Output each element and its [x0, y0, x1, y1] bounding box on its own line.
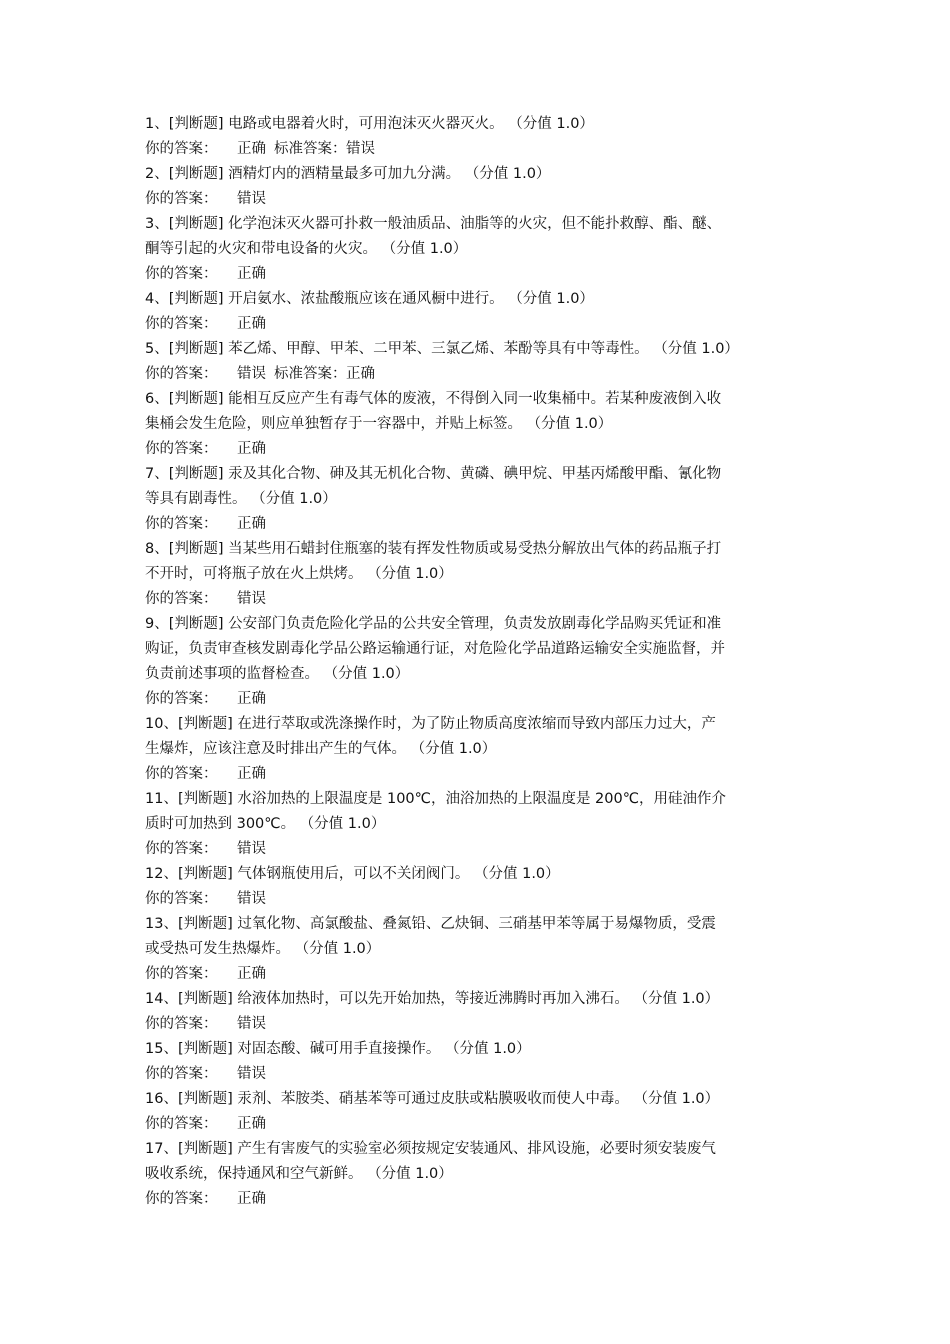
question-text-line: 5、[判断题] 苯乙烯、甲醇、甲苯、二甲苯、三氯乙烯、苯酚等具有中等毒性。 （分值 1.0） [145, 341, 739, 357]
question-text-line: 13、[判断题] 过氧化物、高氯酸盐、叠氮铅、乙炔铜、三硝基甲苯等属于易爆物质，受震 [145, 916, 716, 932]
question-text-line: 12、[判断题] 气体钢瓶使用后，可以不关闭阀门。 （分值 1.0） [145, 866, 560, 882]
question-item [145, 212, 815, 287]
your-answer-label: 你的答案： [145, 766, 218, 782]
question-item [145, 787, 815, 862]
question-item [145, 387, 815, 462]
your-answer-label: 你的答案： [145, 366, 218, 382]
answer-line [145, 837, 815, 862]
answer-line [145, 762, 815, 787]
question-text-line: 酮等引起的火灾和带电设备的火灾。 （分值 1.0） [145, 241, 468, 257]
question-text-line: 4、[判断题] 开启氨水、浓盐酸瓶应该在通风橱中进行。 （分值 1.0） [145, 291, 594, 307]
question-text-line: 或受热可发生热爆炸。 （分值 1.0） [145, 941, 381, 957]
your-answer-value: 正确 [237, 1191, 266, 1207]
standard-answer-label: 标准答案： [274, 366, 347, 382]
answer-line [145, 437, 815, 462]
question-text-line: 3、[判断题] 化学泡沫灭火器可扑救一般油质品、油脂等的火灾，但不能扑救醇、酯、醚、 [145, 216, 722, 232]
question-item [145, 912, 815, 987]
your-answer-label: 你的答案： [145, 141, 218, 157]
answer-line [145, 887, 815, 912]
question-item [145, 862, 815, 912]
question-text-line: 质时可加热到 300℃。 （分值 1.0） [145, 816, 386, 832]
your-answer-label: 你的答案： [145, 191, 218, 207]
standard-answer [274, 366, 375, 382]
your-answer-value: 正确 [237, 441, 266, 457]
your-answer-value: 正确 [237, 691, 266, 707]
your-answer-label: 你的答案： [145, 591, 218, 607]
question-item [145, 1037, 815, 1087]
question-item [145, 112, 815, 162]
question-text-line: 8、[判断题] 当某些用石蜡封住瓶塞的装有挥发性物质或易受热分解放出气体的药品瓶子打 [145, 541, 722, 557]
question-text-line: 11、[判断题] 水浴加热的上限温度是 100℃，油浴加热的上限温度是 200℃，用硅油作介 [145, 791, 727, 807]
standard-answer-label: 标准答案： [274, 141, 347, 157]
question-text-line: 不开时，可将瓶子放在火上烘烤。 （分值 1.0） [145, 566, 453, 582]
answer-line [145, 1187, 815, 1212]
your-answer-label: 你的答案： [145, 516, 218, 532]
your-answer-value: 错误 [237, 891, 266, 907]
your-answer-value: 错误 [237, 841, 266, 857]
question-text-line: 吸收系统，保持通风和空气新鲜。 （分值 1.0） [145, 1166, 453, 1182]
answer-line [145, 312, 815, 337]
your-answer-value: 错误 [237, 191, 266, 207]
question-item [145, 612, 815, 712]
question-text-line: 9、[判断题] 公安部门负责危险化学品的公共安全管理，负责发放剧毒化学品购买凭证和准 [145, 616, 722, 632]
question-text-line: 7、[判断题] 汞及其化合物、砷及其无机化合物、黄磷、碘甲烷、甲基丙烯酸甲酯、氰化物 [145, 466, 722, 482]
question-text-line: 1、[判断题] 电路或电器着火时，可用泡沫灭火器灭火。 （分值 1.0） [145, 116, 594, 132]
question-text-line: 16、[判断题] 汞剂、苯胺类、硝基苯等可通过皮肤或粘膜吸收而使人中毒。 （分值 1.0） [145, 1091, 720, 1107]
question-text-line: 15、[判断题] 对固态酸、碱可用手直接操作。 （分值 1.0） [145, 1041, 531, 1057]
question-item [145, 987, 815, 1037]
your-answer-label: 你的答案： [145, 441, 218, 457]
your-answer-label: 你的答案： [145, 266, 218, 282]
answer-line [145, 1012, 815, 1037]
answer-line [145, 187, 815, 212]
question-item [145, 162, 815, 212]
answer-line [145, 1062, 815, 1087]
question-list [145, 112, 815, 1212]
your-answer-label: 你的答案： [145, 691, 218, 707]
answer-line [145, 262, 815, 287]
question-text-line: 等具有剧毒性。 （分值 1.0） [145, 491, 337, 507]
question-text-line: 集桶会发生危险，则应单独暂存于一容器中，并贴上标签。 （分值 1.0） [145, 416, 613, 432]
answer-line [145, 137, 815, 162]
question-item [145, 287, 815, 337]
question-text-line: 生爆炸，应该注意及时排出产生的气体。 （分值 1.0） [145, 741, 497, 757]
question-text-line: 购证，负责审查核发剧毒化学品公路运输通行证，对危险化学品道路运输安全实施监督，并 [145, 641, 725, 657]
your-answer-value: 错误 [237, 591, 266, 607]
question-item [145, 1137, 815, 1212]
question-text-line: 10、[判断题] 在进行萃取或洗涤操作时，为了防止物质高度浓缩而导致内部压力过大，产 [145, 716, 716, 732]
standard-answer [274, 141, 375, 157]
your-answer-label: 你的答案： [145, 891, 218, 907]
standard-answer-value: 正确 [346, 366, 375, 382]
your-answer-value: 错误 [237, 1066, 266, 1082]
your-answer-value: 正确 [237, 316, 266, 332]
your-answer-value: 正确 [237, 516, 266, 532]
answer-line [145, 1112, 815, 1137]
question-item [145, 1087, 815, 1137]
your-answer-value: 正确 [237, 141, 266, 157]
your-answer-label: 你的答案： [145, 1066, 218, 1082]
your-answer-label: 你的答案： [145, 966, 218, 982]
question-text-line: 负责前述事项的监督检查。 （分值 1.0） [145, 666, 410, 682]
question-text-line: 17、[判断题] 产生有害废气的实验室必须按规定安装通风、排风设施，必要时须安装废气 [145, 1141, 716, 1157]
question-item [145, 537, 815, 612]
question-text-line: 14、[判断题] 给液体加热时，可以先开始加热，等接近沸腾时再加入沸石。 （分值 1.0） [145, 991, 720, 1007]
your-answer-value: 正确 [237, 1116, 266, 1132]
standard-answer-value: 错误 [346, 141, 375, 157]
your-answer-value: 正确 [237, 766, 266, 782]
question-item [145, 712, 815, 787]
your-answer-label: 你的答案： [145, 1016, 218, 1032]
answer-line [145, 962, 815, 987]
question-item [145, 337, 815, 387]
your-answer-label: 你的答案： [145, 841, 218, 857]
your-answer-value: 正确 [237, 966, 266, 982]
answer-line [145, 362, 815, 387]
question-text-line: 6、[判断题] 能相互反应产生有毒气体的废液，不得倒入同一收集桶中。若某种废液倒入收 [145, 391, 722, 407]
your-answer-label: 你的答案： [145, 1191, 218, 1207]
your-answer-value: 错误 [237, 1016, 266, 1032]
your-answer-value: 错误 [237, 366, 266, 382]
question-item [145, 462, 815, 537]
question-text-line: 2、[判断题] 酒精灯内的酒精量最多可加九分满。 （分值 1.0） [145, 166, 551, 182]
answer-line [145, 587, 815, 612]
answer-line [145, 687, 815, 712]
your-answer-label: 你的答案： [145, 1116, 218, 1132]
answer-line [145, 512, 815, 537]
your-answer-label: 你的答案： [145, 316, 218, 332]
your-answer-value: 正确 [237, 266, 266, 282]
